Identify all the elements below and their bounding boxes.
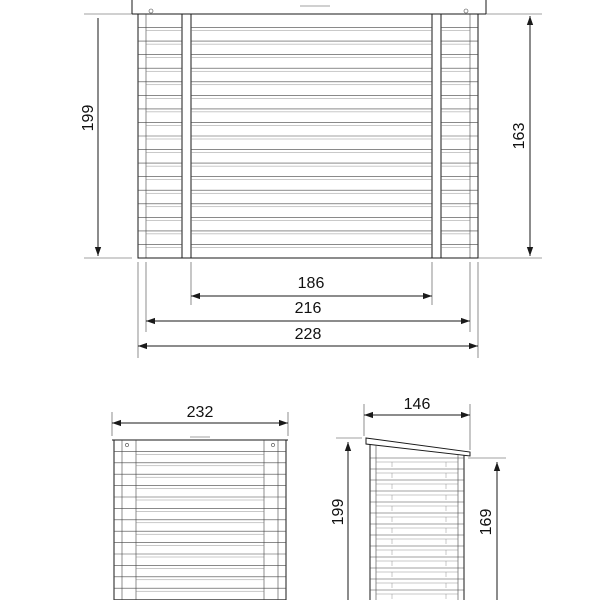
back-view-dimensions xyxy=(112,404,288,436)
label-front-width-inner: 216 xyxy=(294,300,322,317)
side-view xyxy=(366,438,470,600)
door-post-right xyxy=(432,14,441,258)
label-side-height-front: 199 xyxy=(330,498,347,526)
label-front-height-inner: 163 xyxy=(511,122,528,150)
label-side-height-back: 169 xyxy=(478,508,495,536)
label-side-depth: 146 xyxy=(403,396,431,413)
label-front-height-total: 199 xyxy=(80,104,97,132)
side-view-dimensions xyxy=(330,396,506,600)
door-post-left xyxy=(182,14,191,258)
label-front-width-total: 228 xyxy=(294,326,322,343)
front-view-dimensions xyxy=(80,14,542,358)
side-planks xyxy=(370,458,464,599)
side-roof xyxy=(366,438,470,456)
label-back-width: 232 xyxy=(186,404,214,421)
front-view xyxy=(132,0,486,258)
front-planks xyxy=(138,28,478,248)
back-view xyxy=(112,437,288,600)
label-front-width-opening: 186 xyxy=(297,275,325,292)
back-planks xyxy=(114,451,286,600)
